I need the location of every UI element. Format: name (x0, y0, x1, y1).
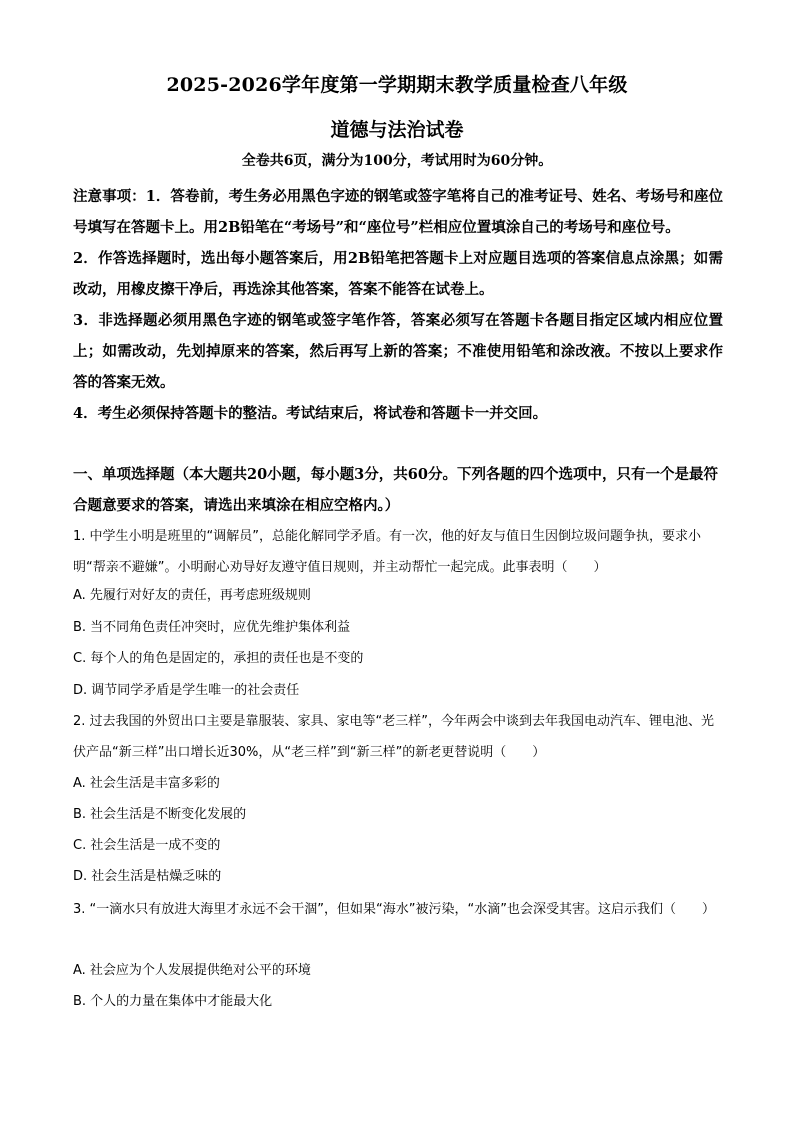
question-stem-text: 1. 中学生小明是班里的“调解员”，总能化解同学矛盾。有一次，他的好友与值日生因倒垃圾问题争执，要求小明“帮亲不避嫌”。小明耐心劝导好友遵守值日规则，并主动帮忙一起完成。此事表明（ ） (73, 529, 702, 575)
question-3-option-a: A. 社会应为个人发展提供绝对公平的环境 (73, 963, 311, 978)
section-heading (73, 459, 723, 521)
exam-meta: 全卷共6页，满分为100分，考试用时为60分钟。 (241, 153, 553, 169)
question-2-option-b: B. 社会生活是不断变化发展的 (73, 807, 247, 822)
subject-title: 道德与法治试卷 (330, 119, 464, 141)
question-1-stem (73, 521, 723, 583)
notice-item-3: 3．非选择题必须用黑色字迹的钢笔或签字笔作答，答案必须写在答题卡各题目指定区域内相应位置上；如需改动，先划掉原来的答案，然后再写上新的答案；不准使用铅笔和涂改液。不按以上要求作答的答案无效。 (73, 312, 723, 391)
notice-item-2: 2．作答选择题时，选出每小题答案后，用2B铅笔把答题卡上对应题目选项的答案信息点涂黑；如需改动，用橡皮擦干净后，再选涂其他答案，答案不能答在试卷上。 (73, 250, 723, 298)
exam-title: 2025-2026学年度第一学期期末教学质量检查八年级 (166, 74, 628, 96)
question-stem-text: 3. “一滴水只有放进大海里才永远不会干涸”，但如果“海水”被污染，“水滴”也会深受其害。这启示我们（ ） (73, 902, 715, 917)
question-1-option-b: B. 当不同角色责任冲突时，应优先维护集体利益 (73, 620, 351, 635)
notice-block (73, 181, 723, 429)
notice-item-4: 4．考生必须保持答题卡的整洁。考试结束后，将试卷和答题卡一并交回。 (73, 405, 548, 422)
question-2-option-a: A. 社会生活是丰富多彩的 (73, 776, 220, 791)
question-stem-text: 2. 过去我国的外贸出口主要是靠服装、家具、家电等“老三样”，今年两会中谈到去年我国电动汽车、锂电池、光伏产品“新三样”出口增长近30%，从“老三样”到“新三样”的新老更替说明（ ） (73, 714, 715, 760)
question-3-stem (73, 894, 723, 925)
question-2-stem (73, 706, 723, 768)
question-3-option-b: B. 个人的力量在集体中才能最大化 (73, 994, 273, 1009)
question-2-option-c: C. 社会生活是一成不变的 (73, 838, 221, 853)
question-2-option-d: D. 社会生活是枯燥乏味的 (73, 869, 222, 884)
question-1-option-d: D. 调节同学矛盾是学生唯一的社会责任 (73, 683, 300, 698)
question-1-option-c: C. 每个人的角色是固定的，承担的责任也是不变的 (73, 651, 364, 666)
question-1-option-a: A. 先履行对好友的责任，再考虑班级规则 (73, 588, 311, 603)
notice-item-1: 注意事项：1．答卷前，考生务必用黑色字迹的钢笔或签字笔将自己的准考证号、姓名、考场号和座位号填写在答题卡上。用2B铅笔在“考场号”和“座位号”栏相应位置填涂自己的考场号和座位号。 (73, 188, 723, 236)
section-heading-text: 一、单项选择题（本大题共20小题，每小题3分，共60分。下列各题的四个选项中，只有一个是最符合题意要求的答案，请选出来填涂在相应空格内。） (73, 466, 718, 514)
